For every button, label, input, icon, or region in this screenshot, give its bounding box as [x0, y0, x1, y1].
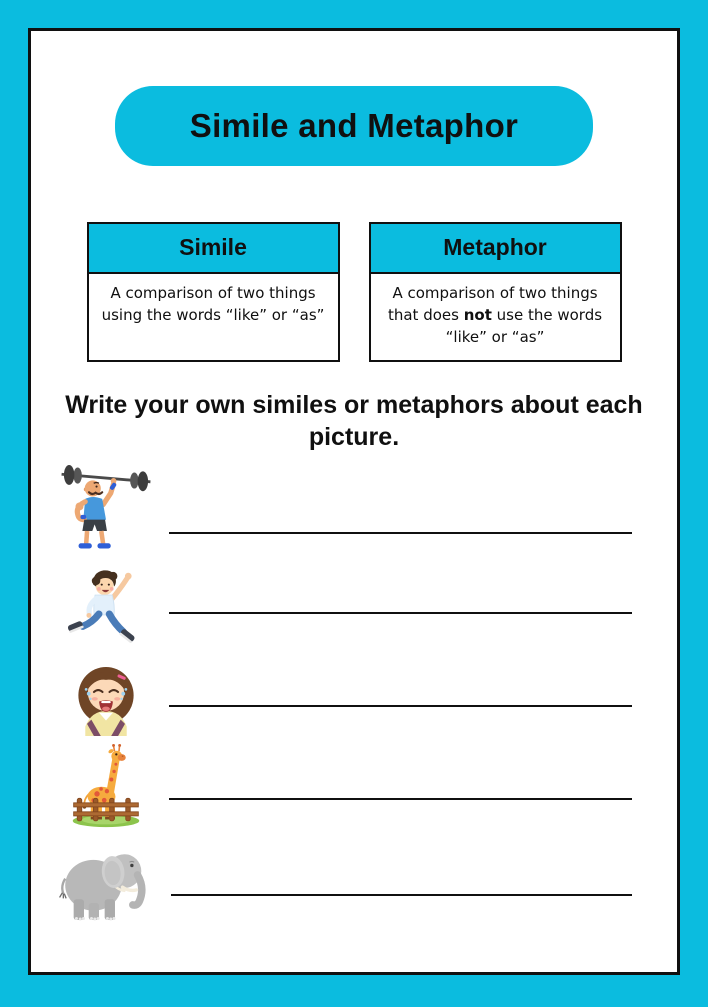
strongman-lifting-barbell-icon	[53, 455, 159, 555]
page-title: Simile and Metaphor	[189, 107, 519, 144]
answer-line-5[interactable]	[171, 894, 632, 896]
simile-heading: Simile	[89, 224, 338, 274]
metaphor-definition-post: use the words “like” or “as”	[445, 305, 603, 346]
worksheet-sheet	[28, 28, 680, 975]
instruction-text: Write your own similes or metaphors about each picture.	[65, 391, 643, 451]
metaphor-definition-pre: A comparison of two things that does	[387, 284, 598, 324]
simile-definition-box	[87, 222, 340, 362]
girl-crying-icon	[53, 654, 159, 736]
answer-line-1[interactable]	[169, 532, 632, 534]
giraffe-behind-fence-icon	[53, 740, 159, 828]
answer-line-2[interactable]	[169, 612, 632, 614]
exercise-rows	[31, 455, 677, 928]
simile-definition-text: A comparison of two things using the words “like” or “as”	[101, 284, 325, 324]
title-banner	[115, 86, 593, 166]
answer-line-4[interactable]	[169, 798, 632, 800]
definition-boxes	[31, 222, 677, 362]
metaphor-definition-text	[371, 274, 620, 360]
metaphor-definition-box	[369, 222, 622, 362]
exercise-row-elephant	[31, 828, 677, 928]
metaphor-heading: Metaphor	[371, 224, 620, 274]
answer-line-3[interactable]	[169, 705, 632, 707]
exercise-row-strongman	[31, 455, 677, 555]
exercise-row-running-boy	[31, 555, 677, 650]
metaphor-definition-bold-word: not	[463, 305, 492, 324]
boy-running-icon	[53, 560, 159, 650]
exercise-row-crying-girl	[31, 650, 677, 736]
exercise-row-giraffe	[31, 736, 677, 828]
elephant-icon	[53, 833, 161, 928]
